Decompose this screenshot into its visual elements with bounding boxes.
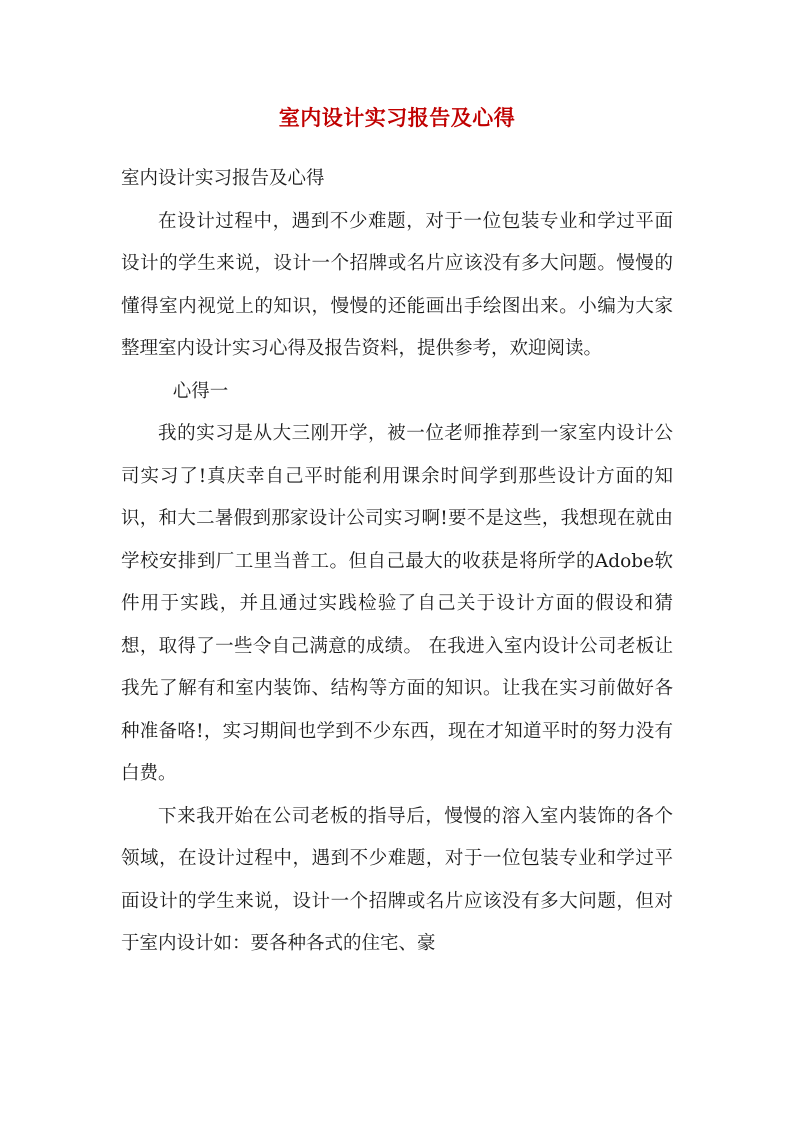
paragraph-body-1: 我的实习是从大三刚开学，被一位老师推荐到一家室内设计公司实习了!真庆幸自己平时能利用课余时间学到那些设计方面的知识，和大二暑假到那家设计公司实习啊!要不是这些，我想现在就由学校安排到厂工里当普工。但自己最大的收获是将所学的Adobe软件用于实践，并且通过实践检验了自己关于设计方面的假设和猜想，取得了一些令自己满意的成绩。 在我进入室内设计公司老板让我先了解有和室内装饰、结构等方面的知识。让我在实习前做好各种准备咯!，实习期间也学到不少东西，现在才知道平时的努力没有白费。 <box>121 423 673 784</box>
document-subtitle: 室内设计实习报告及心得 <box>121 168 325 189</box>
document-title: 室内设计实习报告及心得 <box>278 105 516 130</box>
document-body <box>121 158 673 966</box>
paragraph-body-2: 下来我开始在公司老板的指导后，慢慢的溶入室内装饰的各个领域，在设计过程中，遇到不少难题，对于一位包装专业和学过平面设计的学生来说，设计一个招牌或名片应该没有多大问题，但对于室内设计如：要各种各式的住宅、豪 <box>121 805 673 954</box>
section-heading: 心得一 <box>172 380 229 402</box>
paragraph-intro: 在设计过程中，遇到不少难题，对于一位包装专业和学过平面设计的学生来说，设计一个招牌或名片应该没有多大问题。慢慢的懂得室内视觉上的知识，慢慢的还能画出手绘图出来。小编为大家整理室内设计实习心得及报告资料，提供参考，欢迎阅读。 <box>121 210 673 359</box>
